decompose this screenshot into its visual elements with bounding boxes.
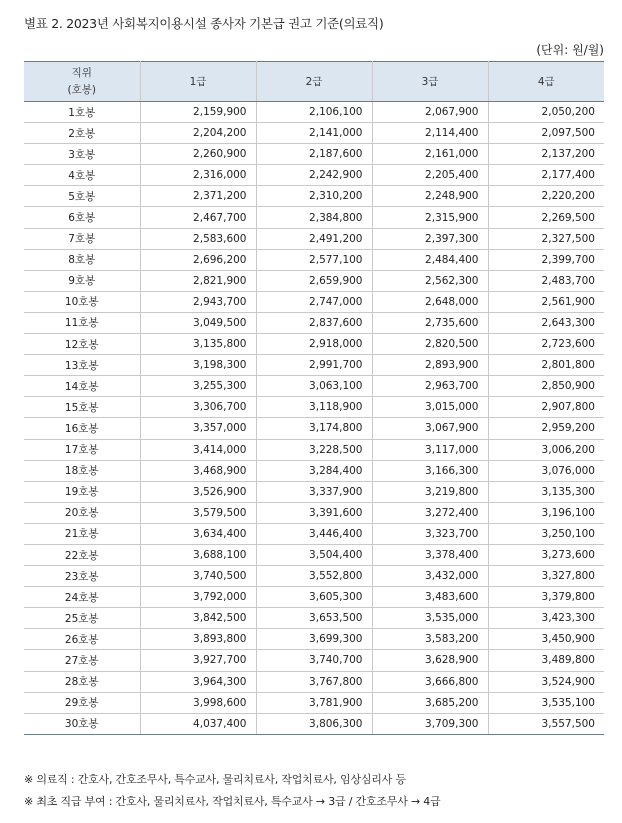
table-row [24,397,604,418]
salary-cell-grade-1: 3,468,900 [140,460,256,481]
salary-cell-grade-3: 2,067,900 [372,102,488,123]
salary-cell-grade-2: 3,337,900 [256,481,372,502]
salary-cell-grade-4: 2,643,300 [488,312,604,333]
rank-cell: 26호봉 [24,629,140,650]
salary-cell-grade-1: 3,893,800 [140,629,256,650]
salary-cell-grade-4: 3,135,300 [488,481,604,502]
salary-cell-grade-3: 2,248,900 [372,186,488,207]
salary-cell-grade-4: 2,137,200 [488,144,604,165]
salary-cell-grade-3: 3,583,200 [372,629,488,650]
salary-cell-grade-4: 3,423,300 [488,608,604,629]
salary-cell-grade-4: 2,723,600 [488,334,604,355]
salary-cell-grade-1: 3,927,700 [140,650,256,671]
table-row [24,713,604,734]
salary-cell-grade-1: 3,135,800 [140,334,256,355]
salary-cell-grade-1: 3,842,500 [140,608,256,629]
salary-cell-grade-3: 3,628,900 [372,650,488,671]
salary-cell-grade-4: 3,006,200 [488,439,604,460]
salary-cell-grade-3: 3,483,600 [372,587,488,608]
salary-cell-grade-3: 2,735,600 [372,312,488,333]
table-row [24,123,604,144]
table-row [24,228,604,249]
table-row [24,544,604,565]
salary-cell-grade-3: 2,484,400 [372,249,488,270]
salary-cell-grade-2: 3,552,800 [256,566,372,587]
salary-cell-grade-3: 2,820,500 [372,334,488,355]
rank-header-line2: (호봉) [67,83,96,96]
salary-cell-grade-2: 3,504,400 [256,544,372,565]
salary-cell-grade-1: 3,414,000 [140,439,256,460]
rank-cell: 5호봉 [24,186,140,207]
salary-cell-grade-4: 3,524,900 [488,671,604,692]
salary-cell-grade-4: 2,097,500 [488,123,604,144]
salary-cell-grade-3: 2,893,900 [372,355,488,376]
salary-cell-grade-1: 3,198,300 [140,355,256,376]
salary-cell-grade-4: 3,450,900 [488,629,604,650]
salary-cell-grade-2: 3,781,900 [256,692,372,713]
rank-cell: 18호봉 [24,460,140,481]
salary-cell-grade-3: 3,535,000 [372,608,488,629]
salary-cell-grade-3: 3,166,300 [372,460,488,481]
salary-cell-grade-4: 3,557,500 [488,713,604,734]
salary-cell-grade-2: 2,659,900 [256,270,372,291]
rank-cell: 24호봉 [24,587,140,608]
salary-cell-grade-1: 3,964,300 [140,671,256,692]
rank-cell: 20호봉 [24,502,140,523]
salary-cell-grade-2: 2,837,600 [256,312,372,333]
salary-cell-grade-3: 2,161,000 [372,144,488,165]
rank-cell: 25호봉 [24,608,140,629]
salary-cell-grade-1: 2,371,200 [140,186,256,207]
grade-4-header: 4급 [488,62,604,102]
table-row [24,460,604,481]
table-row [24,207,604,228]
table-row [24,650,604,671]
salary-cell-grade-1: 3,740,500 [140,566,256,587]
grade-1-header: 1급 [140,62,256,102]
salary-cell-grade-4: 2,959,200 [488,418,604,439]
salary-cell-grade-1: 3,998,600 [140,692,256,713]
salary-cell-grade-4: 3,250,100 [488,523,604,544]
salary-cell-grade-1: 3,357,000 [140,418,256,439]
table-row [24,144,604,165]
salary-cell-grade-3: 3,666,800 [372,671,488,692]
unit-label: (단위: 원/월) [536,43,604,57]
salary-cell-grade-3: 3,709,300 [372,713,488,734]
table-row [24,270,604,291]
table-row [24,692,604,713]
salary-cell-grade-2: 3,391,600 [256,502,372,523]
rank-cell: 21호봉 [24,523,140,544]
salary-cell-grade-2: 3,063,100 [256,376,372,397]
salary-cell-grade-3: 3,323,700 [372,523,488,544]
salary-cell-grade-3: 3,067,900 [372,418,488,439]
salary-cell-grade-1: 3,792,000 [140,587,256,608]
table-row [24,587,604,608]
salary-cell-grade-3: 3,378,400 [372,544,488,565]
salary-cell-grade-3: 3,272,400 [372,502,488,523]
rank-cell: 30호봉 [24,713,140,734]
salary-cell-grade-3: 2,963,700 [372,376,488,397]
rank-cell: 22호봉 [24,544,140,565]
salary-cell-grade-1: 3,255,300 [140,376,256,397]
salary-cell-grade-2: 3,605,300 [256,587,372,608]
table-row [24,186,604,207]
salary-cell-grade-4: 2,801,800 [488,355,604,376]
salary-cell-grade-4: 2,483,700 [488,270,604,291]
salary-cell-grade-2: 3,806,300 [256,713,372,734]
salary-cell-grade-3: 2,114,400 [372,123,488,144]
table-row [24,502,604,523]
table-row [24,165,604,186]
salary-cell-grade-2: 3,174,800 [256,418,372,439]
table-row [24,566,604,587]
rank-cell: 1호봉 [24,102,140,123]
rank-header-line1: 직위 [71,66,92,79]
salary-cell-grade-2: 3,446,400 [256,523,372,544]
salary-cell-grade-1: 2,696,200 [140,249,256,270]
table-row [24,376,604,397]
rank-cell: 2호봉 [24,123,140,144]
salary-cell-grade-2: 3,118,900 [256,397,372,418]
rank-cell: 9호봉 [24,270,140,291]
salary-cell-grade-4: 2,327,500 [488,228,604,249]
salary-cell-grade-2: 3,699,300 [256,629,372,650]
salary-table [24,61,604,735]
table-row [24,249,604,270]
rank-cell: 12호봉 [24,334,140,355]
salary-cell-grade-1: 3,634,400 [140,523,256,544]
salary-cell-grade-1: 3,579,500 [140,502,256,523]
grade-3-header: 3급 [372,62,488,102]
rank-cell: 8호봉 [24,249,140,270]
table-body [24,102,604,735]
salary-cell-grade-4: 2,561,900 [488,291,604,312]
salary-cell-grade-1: 2,316,000 [140,165,256,186]
table-row [24,312,604,333]
salary-cell-grade-2: 2,242,900 [256,165,372,186]
rank-cell: 27호봉 [24,650,140,671]
rank-cell: 19호봉 [24,481,140,502]
salary-cell-grade-2: 2,491,200 [256,228,372,249]
rank-cell: 6호봉 [24,207,140,228]
salary-cell-grade-1: 3,526,900 [140,481,256,502]
table-row [24,418,604,439]
salary-cell-grade-1: 2,159,900 [140,102,256,123]
rank-cell: 29호봉 [24,692,140,713]
salary-cell-grade-1: 2,821,900 [140,270,256,291]
salary-cell-grade-2: 3,740,700 [256,650,372,671]
salary-cell-grade-2: 2,106,100 [256,102,372,123]
salary-cell-grade-4: 2,850,900 [488,376,604,397]
salary-cell-grade-3: 3,685,200 [372,692,488,713]
table-row [24,334,604,355]
salary-cell-grade-1: 2,583,600 [140,228,256,249]
salary-cell-grade-2: 2,384,800 [256,207,372,228]
rank-cell: 7호봉 [24,228,140,249]
table-row [24,671,604,692]
table-row [24,355,604,376]
grade-2-header: 2급 [256,62,372,102]
salary-cell-grade-3: 3,432,000 [372,566,488,587]
rank-column-header [24,62,140,102]
rank-cell: 10호봉 [24,291,140,312]
salary-cell-grade-2: 3,228,500 [256,439,372,460]
salary-cell-grade-2: 3,767,800 [256,671,372,692]
salary-cell-grade-3: 2,397,300 [372,228,488,249]
salary-cell-grade-1: 4,037,400 [140,713,256,734]
salary-cell-grade-4: 3,327,800 [488,566,604,587]
table-row [24,608,604,629]
salary-cell-grade-4: 2,399,700 [488,249,604,270]
salary-cell-grade-2: 2,310,200 [256,186,372,207]
salary-cell-grade-2: 2,991,700 [256,355,372,376]
salary-cell-grade-3: 3,015,000 [372,397,488,418]
salary-cell-grade-2: 2,141,000 [256,123,372,144]
table-row [24,291,604,312]
salary-cell-grade-4: 2,050,200 [488,102,604,123]
salary-cell-grade-4: 3,076,000 [488,460,604,481]
rank-cell: 16호봉 [24,418,140,439]
salary-cell-grade-1: 2,467,700 [140,207,256,228]
table-row [24,629,604,650]
rank-cell: 4호봉 [24,165,140,186]
rank-cell: 11호봉 [24,312,140,333]
salary-cell-grade-2: 2,747,000 [256,291,372,312]
salary-cell-grade-1: 3,049,500 [140,312,256,333]
table-row [24,102,604,123]
salary-cell-grade-4: 2,177,400 [488,165,604,186]
salary-cell-grade-3: 2,648,000 [372,291,488,312]
salary-cell-grade-3: 3,219,800 [372,481,488,502]
salary-cell-grade-3: 3,117,000 [372,439,488,460]
salary-cell-grade-3: 2,562,300 [372,270,488,291]
salary-cell-grade-4: 2,269,500 [488,207,604,228]
salary-cell-grade-1: 3,306,700 [140,397,256,418]
salary-cell-grade-3: 2,315,900 [372,207,488,228]
table-row [24,523,604,544]
salary-cell-grade-4: 3,273,600 [488,544,604,565]
rank-cell: 3호봉 [24,144,140,165]
salary-cell-grade-1: 2,204,200 [140,123,256,144]
salary-cell-grade-2: 2,577,100 [256,249,372,270]
salary-cell-grade-4: 3,489,800 [488,650,604,671]
rank-cell: 13호봉 [24,355,140,376]
salary-cell-grade-1: 2,260,900 [140,144,256,165]
salary-cell-grade-4: 2,220,200 [488,186,604,207]
table-row [24,481,604,502]
table-row [24,439,604,460]
rank-cell: 23호봉 [24,566,140,587]
salary-cell-grade-2: 3,653,500 [256,608,372,629]
salary-cell-grade-3: 2,205,400 [372,165,488,186]
note-initial-grade: ※ 최초 직급 부여 : 간호사, 물리치료사, 작업치료사, 특수교사 → 3급 / 간호조무사 → 4급 [24,795,441,808]
salary-cell-grade-1: 2,943,700 [140,291,256,312]
note-medical-staff: ※ 의료직 : 간호사, 간호조무사, 특수교사, 물리치료사, 작업치료사, 임상심리사 등 [24,773,406,786]
rank-cell: 28호봉 [24,671,140,692]
rank-cell: 14호봉 [24,376,140,397]
rank-cell: 15호봉 [24,397,140,418]
salary-cell-grade-2: 2,918,000 [256,334,372,355]
salary-cell-grade-4: 3,535,100 [488,692,604,713]
salary-cell-grade-2: 3,284,400 [256,460,372,481]
salary-cell-grade-4: 3,196,100 [488,502,604,523]
salary-cell-grade-4: 2,907,800 [488,397,604,418]
salary-cell-grade-2: 2,187,600 [256,144,372,165]
document-title: 별표 2. 2023년 사회복지이용시설 종사자 기본급 권고 기준(의료직) [24,16,384,31]
rank-cell: 17호봉 [24,439,140,460]
table-header-row [24,62,604,102]
salary-cell-grade-4: 3,379,800 [488,587,604,608]
salary-cell-grade-1: 3,688,100 [140,544,256,565]
